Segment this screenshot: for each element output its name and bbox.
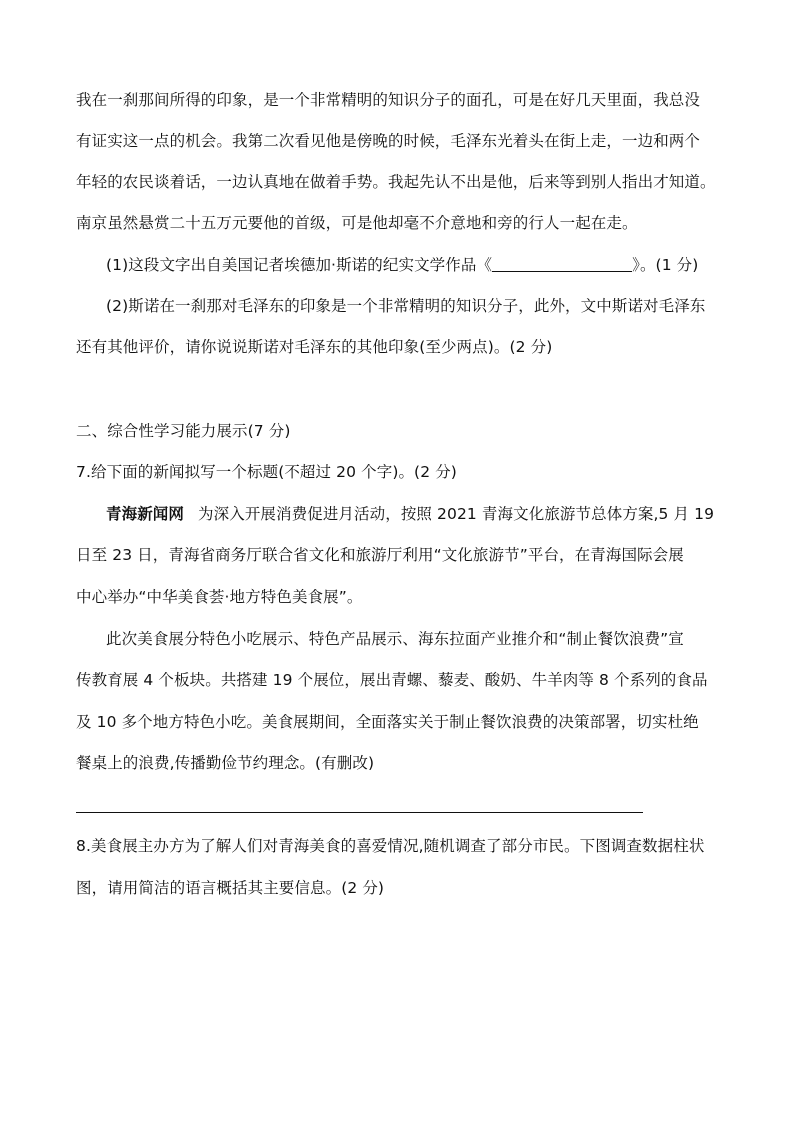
question-1-text: (1)这段文字出自美国记者埃德加·斯诺的纪实文学作品《 bbox=[106, 256, 493, 274]
question-8-line-1: 8.美食展主办方为了解人们对青海美食的喜爱情况,随机调查了部分市民。下图调查数据柱状 bbox=[76, 837, 705, 855]
question-1 bbox=[106, 255, 698, 275]
section-heading: 二、综合性学习能力展示(7 分) bbox=[76, 422, 291, 440]
news-paragraph-2-line-4: 餐桌上的浪费,传播勤俭节约理念。(有删改) bbox=[76, 754, 375, 772]
news-paragraph-2-line-3: 及 10 多个地方特色小吃。美食展期间，全面落实关于制止餐饮浪费的决策部署，切实杜绝 bbox=[76, 713, 699, 731]
passage-line-1: 我在一刹那间所得的印象，是一个非常精明的知识分子的面孔，可是在好几天里面，我总没 bbox=[76, 91, 701, 109]
news-paragraph-1-line-3: 中心举办“中华美食荟·地方特色美食展”。 bbox=[76, 588, 363, 606]
question-2-line-2: 还有其他评价，请你说说斯诺对毛泽东的其他印象(至少两点)。(2 分) bbox=[76, 338, 553, 356]
passage-line-4: 南京虽然悬赏二十五万元要他的首级，可是他却毫不介意地和旁的行人一起在走。 bbox=[76, 214, 638, 232]
news-source: 青海新闻网 bbox=[106, 505, 185, 523]
news-paragraph-1-line-1 bbox=[106, 504, 714, 524]
question-8-line-2: 图，请用简洁的语言概括其主要信息。(2 分) bbox=[76, 879, 385, 897]
answer-line[interactable] bbox=[76, 812, 643, 813]
passage-line-3: 年轻的农民谈着话，一边认真地在做着手势。我起先认不出是他，后来等到别人指出才知道。 bbox=[76, 173, 716, 191]
news-lead-text: 为深入开展消费促进月活动，按照 2021 青海文化旅游节总体方案,5 月 19 bbox=[198, 505, 715, 523]
question-7-prompt: 7.给下面的新闻拟写一个标题(不超过 20 个字)。(2 分) bbox=[76, 463, 457, 481]
news-paragraph-2-line-2: 传教育展 4 个板块。共搭建 19 个展位，展出青螺、藜麦、酸奶、牛羊肉等 8 个系列的食品 bbox=[76, 671, 708, 689]
news-paragraph-1-line-2: 日至 23 日，青海省商务厅联合省文化和旅游厅利用“文化旅游节”平台，在青海国际会展 bbox=[76, 546, 684, 564]
news-paragraph-2-line-1: 此次美食展分特色小吃展示、特色产品展示、海东拉面产业推介和“制止餐饮浪费”宣 bbox=[106, 630, 684, 648]
passage-line-2: 有证实这一点的机会。我第二次看见他是傍晚的时候，毛泽东光着头在街上走，一边和两个 bbox=[76, 132, 701, 150]
answer-blank[interactable] bbox=[492, 257, 632, 272]
question-1-points: 》。(1 分) bbox=[632, 256, 699, 274]
question-2-line-1: (2)斯诺在一刹那对毛泽东的印象是一个非常精明的知识分子，此外，文中斯诺对毛泽东 bbox=[106, 297, 706, 315]
